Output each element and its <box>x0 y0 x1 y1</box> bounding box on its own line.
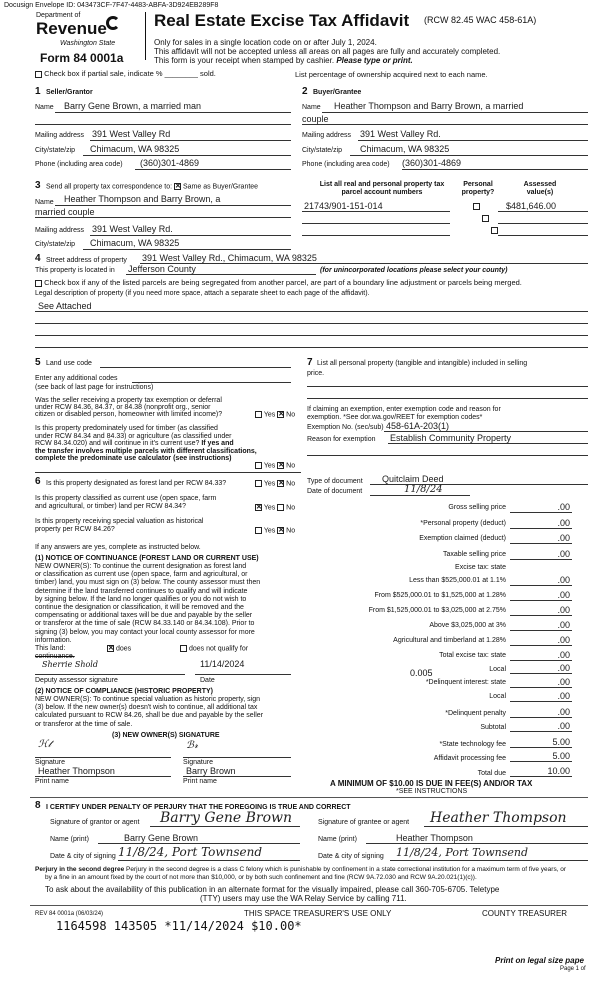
assessed-header-2: value(s) <box>526 189 554 196</box>
buyer-city[interactable]: Chimacum, WA 98325 <box>360 144 450 154</box>
land-use-label: Land use code <box>46 360 92 367</box>
delinq-state-value[interactable]: .00 <box>557 677 570 687</box>
partial-sale: Check box if partial sale, indicate % ________ sold. <box>35 69 216 78</box>
exemption-yes-checkbox[interactable] <box>255 411 262 418</box>
page-number: Page 1 of <box>560 966 586 972</box>
buyer-name-line-1[interactable]: Heather Thompson and Barry Brown, a married <box>334 101 524 111</box>
tax-row-value[interactable]: .00 <box>557 548 570 559</box>
tax-row-label: Agricultural and timberland at 1.28% <box>393 637 506 644</box>
segregated-note: Check box if any of the listed parcels are being segregated from another parcel, are part of a boundary line adjustment or parcels being merged. <box>35 278 522 287</box>
tax-row-label: Gross selling price <box>448 504 506 511</box>
print-label-1: Print name <box>35 778 69 785</box>
deputy-sig-label: Deputy assessor signature <box>35 677 118 684</box>
current-use-question: Is this property classified as current use (open space, farm and agricultural, or timber) land per RCW 84.34? <box>35 495 217 510</box>
forest-yes-checkbox[interactable] <box>255 480 262 487</box>
segregated-checkbox[interactable] <box>35 280 42 287</box>
timber-no-checkbox[interactable] <box>277 462 284 469</box>
tech-fee-label: *State technology fee <box>439 741 506 748</box>
alt-format-1: To ask about the availability of this publication in an alternate format for the visually impaired, please call 360-705-6705. Teletype <box>45 885 500 894</box>
subtotal-label: Subtotal <box>480 724 506 731</box>
exemption-no-checkbox[interactable] <box>277 411 284 418</box>
grantee-date-label: Date & city of signing <box>318 853 384 860</box>
buyer-phone[interactable]: (360)301-4869 <box>402 158 462 168</box>
local-label: Local <box>489 666 506 673</box>
cashier-stamp: 1164598 143505 *11/14/2024 $10.00* <box>56 919 302 933</box>
buyer-mailing[interactable]: 391 West Valley Rd. <box>360 129 441 139</box>
sig-label-1: Signature <box>35 759 65 766</box>
seller-city-label: City/state/zip <box>35 147 76 154</box>
any-yes-note: If any answers are yes, complete as instructed below. <box>35 544 201 551</box>
tax-row-value[interactable]: .00 <box>557 620 570 630</box>
grantee-sig-label: Signature of grantee or agent <box>318 819 410 826</box>
tax-row-label: Exemption claimed (deduct) <box>419 535 506 542</box>
legal-description[interactable]: See Attached <box>38 301 92 311</box>
section-1-number: 1 <box>35 86 41 97</box>
doc-date-label: Date of document <box>307 488 363 495</box>
located-label: This property is located in <box>35 267 115 274</box>
seller-city[interactable]: Chimacum, WA 98325 <box>90 144 180 154</box>
notice-line: or transferor at the time of sale. <box>35 720 133 728</box>
new-owner-1-print[interactable]: Heather Thompson <box>38 766 115 776</box>
notice-3-heading: (3) NEW OWNER(S) SIGNATURE <box>112 732 220 739</box>
additional-codes-label: Enter any additional codes <box>35 375 118 382</box>
form-number: Form 84 0001a <box>40 51 124 65</box>
section-8-number: 8 <box>35 800 41 811</box>
personal-property-label: List all personal property (tangible and intangible) included in selling <box>317 360 528 367</box>
current-use-no-checkbox[interactable] <box>277 504 284 511</box>
notice-line: signing (3) below, you may contact your local county assessor for more <box>35 628 255 636</box>
exemption-note-1: If claiming an exemption, enter exemption code and reason for <box>307 406 501 413</box>
corr-name-line-1[interactable]: Heather Thompson and Barry Brown, a <box>64 194 221 204</box>
notice-line: NEW OWNER(S): To continue special valuation as historic property, sign <box>35 696 260 703</box>
seller-name-label: Name <box>35 104 54 111</box>
this-land: This land: <box>35 645 66 652</box>
tax-row-value[interactable]: .00 <box>557 590 570 600</box>
form-title: Real Estate Excise Tax Affidavit <box>154 11 410 30</box>
corr-mailing[interactable]: 391 West Valley Rd. <box>92 224 173 234</box>
doc-date[interactable]: 11/8/24 <box>404 484 443 495</box>
legal-label: Legal description of property (if you need more space, attach a separate sheet to each page of the affidavit). <box>35 290 370 297</box>
perjury-note-1: Perjury in the second degree Perjury in the second degree is a class C felony which is punishable by confinement in a state correctional institution for a maximum term of five years, or <box>35 866 567 873</box>
corr-city-label: City/state/zip <box>35 241 76 248</box>
buyer-city-label: City/state/zip <box>302 147 343 154</box>
tax-row-value[interactable]: .00 <box>557 502 570 512</box>
envelope-id: Docusign Envelope ID: 043473CF-7F47-4483-ABFA-3D924EB289F8 <box>4 2 219 9</box>
notice-2-text <box>35 696 263 729</box>
notice-line: NEW OWNER(S): To continue the current designation as forest land <box>35 563 247 570</box>
delinq-state-label: *Delinquent interest: state <box>425 679 506 686</box>
street-label: Street address of property <box>46 257 127 264</box>
reason-label: Reason for exemption <box>307 436 376 443</box>
buyer-name-label: Name <box>302 104 321 111</box>
parcel-header-1: List all real and personal property tax <box>319 181 445 188</box>
section-4-number: 4 <box>35 253 41 264</box>
tax-row-value[interactable]: .00 <box>557 533 570 543</box>
section-6-number: 6 <box>35 476 41 487</box>
historic-yes-no: Yes ✕ No <box>255 527 295 534</box>
certify-statement: I CERTIFY UNDER PENALTY OF PERJURY THAT THE FOREGOING IS TRUE AND CORRECT <box>46 804 351 811</box>
grantor-name-label: Name (print) <box>50 836 89 843</box>
historic-no-checkbox[interactable] <box>277 527 284 534</box>
does-not-qualify-checkbox[interactable] <box>180 645 187 652</box>
grantor-signature[interactable]: Barry Gene Brown <box>160 810 293 826</box>
excise-state-label: Excise tax: state <box>455 564 506 571</box>
notice-line: by signing below. If the land no longer qualifies or you do not wish to <box>35 595 247 603</box>
grantor-date-label: Date & city of signing <box>50 853 116 860</box>
grantee-date-city[interactable]: 11/8/24, Port Townsend <box>396 846 529 859</box>
forest-no-checkbox[interactable] <box>277 480 284 487</box>
note-2: This affidavit will not be accepted unless all areas on all pages are fully and accurately completed. <box>154 47 501 56</box>
assessed-header-1: Assessed <box>523 181 557 188</box>
exemption-note-2: exemption. *See dor.wa.gov/REET for exemption codes* <box>307 414 483 421</box>
total-due-label: Total due <box>477 770 506 777</box>
tax-row-label: *Personal property (deduct) <box>420 519 506 527</box>
forest-yes-no: Yes ✕ No <box>255 480 295 487</box>
notice-line: calculated pursuant to RCW 84.26, shall be due and payable by the seller <box>35 712 264 720</box>
current-use-yes-checkbox[interactable] <box>255 504 262 511</box>
see-back-note: (see back of last page for instructions) <box>35 384 154 391</box>
notice-line: (3) below. If the new owner(s) doesn't wish to continue, all additional tax <box>35 704 258 712</box>
uninc-note: (for unincorporated locations please select your county) <box>320 267 508 274</box>
notice-line: determine if the land transferred continues to qualify and will indicate <box>35 587 248 595</box>
local-value[interactable]: .00 <box>557 663 570 673</box>
note-1: Only for sales in a single location code on or after July 1, 2024. <box>154 38 377 47</box>
delinq-penalty-value[interactable]: .00 <box>557 707 570 717</box>
tech-fee-value[interactable]: 5.00 <box>552 737 570 747</box>
tax-row-label: Less than $525,000.01 at 1.1% <box>409 577 506 584</box>
personal-property-checkbox-1[interactable] <box>473 203 480 210</box>
seller-mailing[interactable]: 391 West Valley Rd <box>92 129 171 139</box>
see-instructions: *SEE INSTRUCTIONS <box>396 788 468 795</box>
personal-property-label-2: price. <box>307 370 325 377</box>
notice-line: or transferor at the time of sale (RCW 84.33.140 or 84.34.108). Prior to <box>35 620 255 628</box>
section-2-number: 2 <box>302 86 308 97</box>
new-owner-1-signature[interactable]: ℋ𝓉 <box>38 739 52 750</box>
tax-row-label: Above $3,025,000 at 3% <box>429 622 506 629</box>
note-3: This form is your receipt when stamped by cashier. Please type or print. <box>154 56 413 65</box>
county[interactable]: Jefferson County <box>128 264 196 274</box>
grantor-sig-label: Signature of grantor or agent <box>50 819 140 826</box>
ownership-note: List percentage of ownership acquired next to each name. <box>295 70 488 79</box>
buyer-name-line-2[interactable]: couple <box>302 114 329 124</box>
personal-header-1: Personal <box>463 181 493 188</box>
buyer-mailing-label: Mailing address <box>302 132 352 139</box>
rev-number: REV 84 0001a (06/03/24) <box>35 911 104 917</box>
notice-line: information. <box>35 636 72 644</box>
corr-mailing-label: Mailing address <box>35 227 85 234</box>
dept-label: Department of <box>36 12 81 19</box>
section-7-number: 7 <box>307 357 313 368</box>
tax-row-label: From $525,000.01 to $1,525,000 at 1.28% <box>374 592 506 599</box>
personal-property-checkbox-3[interactable] <box>491 227 498 234</box>
seller-heading: Seller/Grantor <box>46 89 93 96</box>
notice-2-heading: (2) NOTICE OF COMPLIANCE (HISTORIC PROPERTY) <box>35 688 213 695</box>
exemption-no-label: Exemption No. (sec/sub) <box>307 424 384 431</box>
proc-fee-label: Affidavit processing fee <box>433 755 506 762</box>
buyer-heading: Buyer/Grantee <box>313 89 362 96</box>
personal-header-2: property? <box>461 189 495 196</box>
exemption-no[interactable]: 458-61A-203(1) <box>386 421 450 431</box>
revenue-logo: Revenue <box>36 19 107 38</box>
timber-yes-no: Yes ✕ No <box>255 462 295 469</box>
legal-size-note: Print on legal size pape <box>495 956 584 965</box>
seller-mailing-label: Mailing address <box>35 132 85 139</box>
perjury-note-2: by a fine in an amount fixed by the court of not more than $10,000, or by both such confinement and fine (RCW 9A.72.030 and RCW 9A.20.021(1)(c)). <box>45 874 477 881</box>
same-as-buyer-checkbox[interactable] <box>174 183 181 190</box>
tax-row-value[interactable]: .00 <box>557 650 570 660</box>
seller-name[interactable]: Barry Gene Brown, a married man <box>64 101 202 111</box>
county-treasurer: COUNTY TREASURER <box>482 909 568 918</box>
deputy-signature[interactable]: Sherrie Shold <box>42 660 98 669</box>
new-owner-2-signature[interactable]: ℬ𝓇 <box>186 740 199 751</box>
notice-line: continue the designation or classification, it will be removed and the <box>35 604 244 612</box>
notice-line: compensating or additional taxes will be due and payable by the seller <box>35 612 253 620</box>
local-rate[interactable]: 0.005 <box>410 668 433 678</box>
reason[interactable]: Establish Community Property <box>390 433 512 443</box>
continuance-label: continuance. <box>35 653 75 660</box>
corr-name-label: Name <box>35 199 54 206</box>
forest-question: Is this property designated as forest land per RCW 84.33? <box>46 480 227 487</box>
rcw-ref: (RCW 82.45 WAC 458-61A) <box>424 15 537 25</box>
new-owner-2-print[interactable]: Barry Brown <box>186 766 236 776</box>
tax-row-value[interactable]: .00 <box>557 575 570 585</box>
tax-row-value[interactable]: .00 <box>557 635 570 645</box>
parcel-number[interactable]: 21743/901-151-014 <box>304 201 383 211</box>
notice-1-heading: (1) NOTICE OF CONTINUANCE (FOREST LAND OR CURRENT USE) <box>35 555 259 562</box>
alt-format-2: (TTY) users may use the WA Relay Service by calling 711. <box>200 894 407 903</box>
minimum-note: A MINIMUM OF $10.00 IS DUE IN FEE(S) AND/OR TAX <box>330 779 533 788</box>
tax-row-value[interactable]: .00 <box>557 517 570 528</box>
state-label: Washington State <box>60 40 116 47</box>
tax-row-value[interactable]: .00 <box>557 605 570 615</box>
proc-fee-value[interactable]: 5.00 <box>552 751 570 761</box>
logo-swirl-icon <box>106 16 120 30</box>
historic-question: Is this property receiving special valuation as historical property per RCW 84.26? <box>35 518 204 533</box>
timber-question: Is this property predominately used for timber (as classified under RCW 84.34 and 84.33) or agriculture (as classified under RCW 84.34.020) and will continue in it's current use? If yes and the transfer involves multiple parcels with different classifications, complete the predominate use calculator (see instructions) <box>35 425 257 462</box>
notice-line: or classification as current use (open space, farm and agricultural, or <box>35 571 248 579</box>
tax-row-label: Total excise tax: state <box>439 652 506 659</box>
timber-yes-checkbox[interactable] <box>255 462 262 469</box>
parcel-header-2: parcel account numbers <box>341 189 423 196</box>
section-3-number: 3 <box>35 180 41 191</box>
total-due-value[interactable]: 10.00 <box>547 766 570 776</box>
seller-phone-label: Phone (including area code) <box>35 161 123 168</box>
exemption-yes-no: Yes ✕ No <box>255 411 295 418</box>
grantee-name-label: Name (print) <box>318 836 357 843</box>
section-5-number: 5 <box>35 357 41 368</box>
current-use-yes-no: ✕ Yes No <box>255 504 295 511</box>
print-label-2: Print name <box>183 778 217 785</box>
treasurer-only: THIS SPACE TREASURER'S USE ONLY <box>244 909 392 918</box>
doc-type[interactable]: Quitclaim Deed <box>382 474 444 484</box>
delinq-penalty-label: *Delinquent penalty <box>445 710 506 717</box>
seller-phone[interactable]: (360)301-4869 <box>140 158 200 168</box>
assessed-value[interactable]: $481,646.00 <box>506 201 557 211</box>
does-not-option: does not qualify for <box>180 645 248 652</box>
notice-1-text <box>35 563 260 645</box>
corr-city[interactable]: Chimacum, WA 98325 <box>90 238 180 248</box>
sig-label-2: Signature <box>183 759 213 766</box>
does-qualify-checkbox[interactable] <box>107 645 114 652</box>
grantee-name[interactable]: Heather Thompson <box>396 833 473 843</box>
correspondence-label: Send all property tax correspondence to: ✕ Same as Buyer/Grantee <box>46 183 258 190</box>
exemption-question: Was the seller receiving a property tax exemption or deferral under RCW 84.36, 84.37, or 84.38 (nonprofit org., senior citizen or disabled person, homeowner with limited income)? <box>35 397 223 418</box>
local-2-value[interactable]: .00 <box>557 691 570 701</box>
tax-row-label: Taxable selling price <box>442 550 506 558</box>
header-divider <box>145 12 146 60</box>
doc-type-label: Type of document <box>307 478 363 485</box>
deputy-date-label: Date <box>200 677 215 684</box>
notice-line: timber) land, you must sign on (3) below. The county assessor must then <box>35 579 261 587</box>
local-2-label: Local <box>489 693 506 700</box>
does-option: ✕ does <box>107 645 131 652</box>
buyer-phone-label: Phone (including area code) <box>302 161 390 168</box>
grantor-date-city[interactable]: 11/8/24, Port Townsend <box>118 845 263 859</box>
grantee-signature[interactable]: Heather Thompson <box>430 810 567 826</box>
corr-name-line-2[interactable]: married couple <box>35 207 95 217</box>
subtotal-value[interactable]: .00 <box>557 721 570 731</box>
street-address[interactable]: 391 West Valley Rd., Chimacum, WA 98325 <box>142 253 317 263</box>
personal-property-checkbox-2[interactable] <box>482 215 489 222</box>
deputy-date[interactable]: 11/14/2024 <box>200 659 245 669</box>
tax-row-label: From $1,525,000.01 to $3,025,000 at 2.75% <box>368 607 506 614</box>
grantor-name[interactable]: Barry Gene Brown <box>124 833 199 843</box>
partial-sale-checkbox[interactable] <box>35 71 42 78</box>
historic-yes-checkbox[interactable] <box>255 527 262 534</box>
